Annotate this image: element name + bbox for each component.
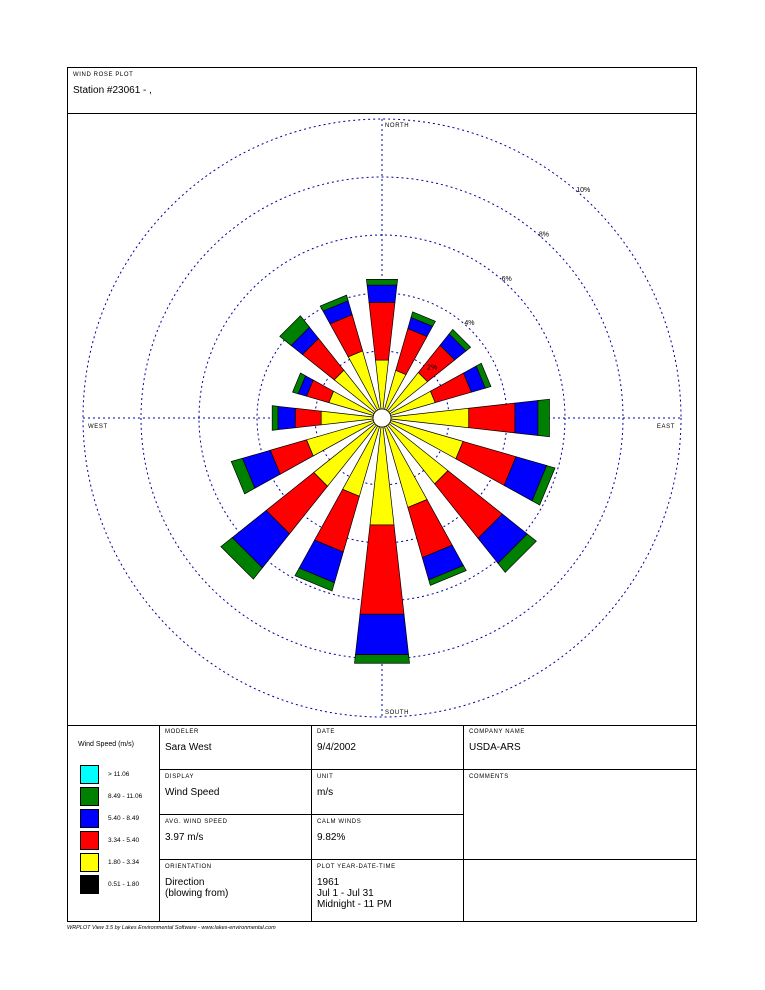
range-label-2: 4% xyxy=(464,320,475,328)
date-cell xyxy=(312,725,464,770)
wind-rose-area xyxy=(68,113,696,726)
legend xyxy=(68,725,160,921)
avg-speed-value: 3.97 m/s xyxy=(165,832,204,843)
unit-label: UNIT xyxy=(317,774,334,780)
unit-cell xyxy=(312,770,464,815)
legend-label: 3.34 - 5.40 xyxy=(108,837,140,844)
legend-label: 0.51 - 1.80 xyxy=(108,881,140,888)
calm-cell xyxy=(312,815,464,860)
plot-time-value: 1961 Jul 1 - Jul 31 Midnight - 11 PM xyxy=(317,877,392,910)
display-label: DISPLAY xyxy=(165,774,195,780)
company-label: COMPANY NAME xyxy=(469,729,525,735)
company-value: USDA-ARS xyxy=(469,742,521,753)
calm-label: CALM WINDS xyxy=(317,819,362,825)
legend-swatch xyxy=(80,809,99,828)
petal-270-class-2 xyxy=(295,408,321,427)
software-credit: WRPLOT View 3.5 by Lakes Environmental Software - www.lakes-environmental.com xyxy=(67,925,276,931)
date-value: 9/4/2002 xyxy=(317,742,356,753)
plot-type-label: WIND ROSE PLOT xyxy=(73,72,134,78)
date-label: DATE xyxy=(317,729,335,735)
legend-label: 8.49 - 11.06 xyxy=(108,793,143,800)
legend-label: 5.40 - 8.49 xyxy=(108,815,140,822)
legend-swatch xyxy=(80,875,99,894)
legend-swatch xyxy=(80,787,99,806)
range-label-1: 2% xyxy=(427,364,438,372)
petal-270-class-3 xyxy=(278,406,295,429)
station-title: Station #23061 - , xyxy=(73,85,152,96)
plot-time-label: PLOT YEAR-DATE-TIME xyxy=(317,864,396,870)
wind-rose-chart xyxy=(68,113,696,725)
avg-speed-label: AVG. WIND SPEED xyxy=(165,819,228,825)
modeler-value: Sara West xyxy=(165,742,212,753)
legend-title: Wind Speed (m/s) xyxy=(78,741,135,748)
petal-180-class-4 xyxy=(354,655,409,664)
comments-cell xyxy=(464,770,696,860)
orientation-cell xyxy=(160,860,312,921)
unit-value: m/s xyxy=(317,787,334,798)
calm-circle xyxy=(373,409,391,427)
north-label: NORTH xyxy=(385,123,410,129)
petal-0-class-4 xyxy=(366,279,397,285)
plot-frame xyxy=(67,67,697,922)
range-label-4: 8% xyxy=(538,231,550,239)
range-label-3: 6% xyxy=(501,275,512,283)
modeler-label: MODELER xyxy=(165,729,199,735)
legend-swatch xyxy=(80,853,99,872)
orientation-value: Direction (blowing from) xyxy=(165,877,229,899)
legend-swatch xyxy=(80,765,99,784)
petal-180-class-2 xyxy=(360,525,404,614)
display-cell xyxy=(160,770,312,815)
company-cell xyxy=(464,725,696,770)
east-label: EAST xyxy=(656,424,675,430)
display-value: Wind Speed xyxy=(165,787,220,798)
petal-90-class-3 xyxy=(515,401,538,436)
modeler-cell xyxy=(160,725,312,770)
petal-180-class-3 xyxy=(355,614,408,654)
petal-0-class-3 xyxy=(367,285,397,302)
south-label: SOUTH xyxy=(385,710,409,716)
legend-swatch xyxy=(80,831,99,850)
petal-270-class-4 xyxy=(272,406,278,431)
comments-label: COMMENTS xyxy=(469,774,509,780)
petal-90-class-4 xyxy=(538,399,550,437)
legend-label: > 11.06 xyxy=(108,771,130,778)
orientation-label: ORIENTATION xyxy=(165,864,212,870)
range-label-5: 10% xyxy=(576,186,591,194)
avg-speed-cell xyxy=(160,815,312,860)
plot-time-cell xyxy=(312,860,464,921)
header xyxy=(68,68,696,114)
petal-90-class-2 xyxy=(469,403,515,433)
calm-value: 9.82% xyxy=(317,832,346,843)
west-label: WEST xyxy=(88,424,108,430)
legend-label: 1.80 - 3.34 xyxy=(108,859,140,866)
